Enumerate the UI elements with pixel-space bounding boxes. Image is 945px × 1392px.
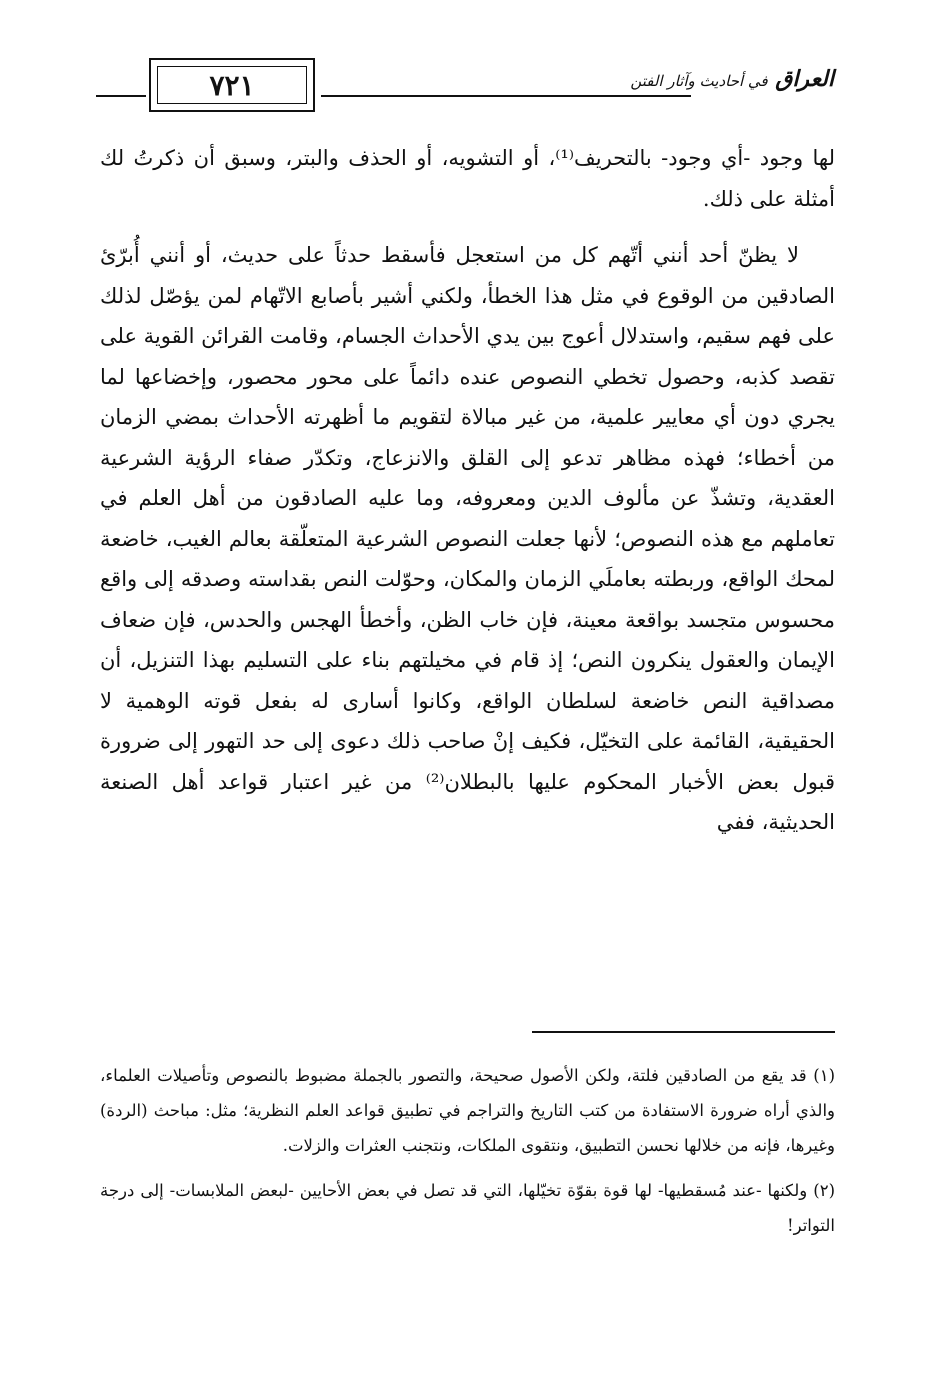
header-rule-left xyxy=(96,95,146,97)
footnotes xyxy=(100,1058,835,1243)
page-number: ٧٢١ xyxy=(157,66,307,104)
book-subtitle: في أحاديث وآثار الفتن xyxy=(630,72,768,90)
paragraph-1: لها وجود -أي وجود- بالتحريف⁽¹⁾، أو التشويه، أو الحذف والبتر، وسبق أن ذكرتُ لك أمثلة على ذلك. xyxy=(100,146,836,211)
page-number-box xyxy=(149,58,315,112)
paragraph-2: لا يظنّ أحد أنني أتّهم كل من استعجل فأسقط حدثاً على حديث، أو أنني أُبرّئ الصادقين من الوقوع في مثل هذا الخطأ، ولكني أشير بأصابع الاتّهام لمن يؤصّل لذلك على فهم سقيم، واستدلال أعوج بين يدي الأحداث الجسام، وقامت القرائن القوية على تقصد كذبه، وحصول تخطي النصوص عنده دائماً على محور محصور، وإخضاعها لما يجري دون أي معايير علمية، من غير مبالاة لتقويم ما أظهرته الأحداث بمضي الزمان من أخطاء؛ فهذه مظاهر تدعو إلى القلق والانزعاج، وتكدّر صفاء الرؤية الشرعية العقدية، وتشذّ عن مألوف الدين ومعروفه، وما عليه الصادقون من أهل العلم في تعاملهم مع هذه النصوص؛ لأنها جعلت النصوص الشرعية المتعلّقة بعالم الغيب، خاضعة لمحك الواقع، وربطته بعاملَي الزمان والمكان، وحوّلت النص بقداسته وصدقه إلى واقع محسوس متجسد بواقعة معينة، فإن خاب الظن، وأخطأ الهجس والحدس، فإن ضعاف الإيمان والعقول ينكرون النص؛ إذ قام في مخيلتهم بناء على التسليم بهذا التنزيل، أن مصداقية النص خاضعة لسلطان الواقع، وكانوا أسارى له بفعل قوته الوهمية لا الحقيقية، القائمة على التخيّل، فكيف إنْ صاحب ذلك دعوى إلى حد التهور إلى ضرورة قبول بعض الأخبار المحكوم عليها بالبطلان⁽²⁾ من غير اعتبار قواعد أهل الصنعة الحديثية، ففي xyxy=(100,243,835,834)
footnote-1: (١) قد يقع من الصادقين فلتة، ولكن الأصول صحيحة، والتصور بالجملة مضبوط بالنصوص وتأصيلات العلماء، والذي أراه ضرورة الاستفادة من كتب التاريخ والتراجم في تطبيق قواعد العلم النظرية؛ مثل: مباحث (الردة) وغيرها، فإنه من خلالها نحسن التطبيق، ونتقوى الملكات، ونتجنب العثرات والزلات. xyxy=(100,1066,835,1155)
book-title-logo xyxy=(594,66,834,92)
footnote-separator xyxy=(532,1031,835,1033)
footnote-2: (٢) ولكنها -عند مُسقطيها- لها قوة بقوّة تخيّلها، التي قد تصل في بعض الأحايين -لبعض الملابسات- إلى درجة التواتر! xyxy=(100,1181,835,1235)
running-header xyxy=(96,58,834,120)
main-text xyxy=(100,138,835,843)
book-title: العراق xyxy=(775,66,834,92)
header-rule-middle xyxy=(321,95,691,97)
